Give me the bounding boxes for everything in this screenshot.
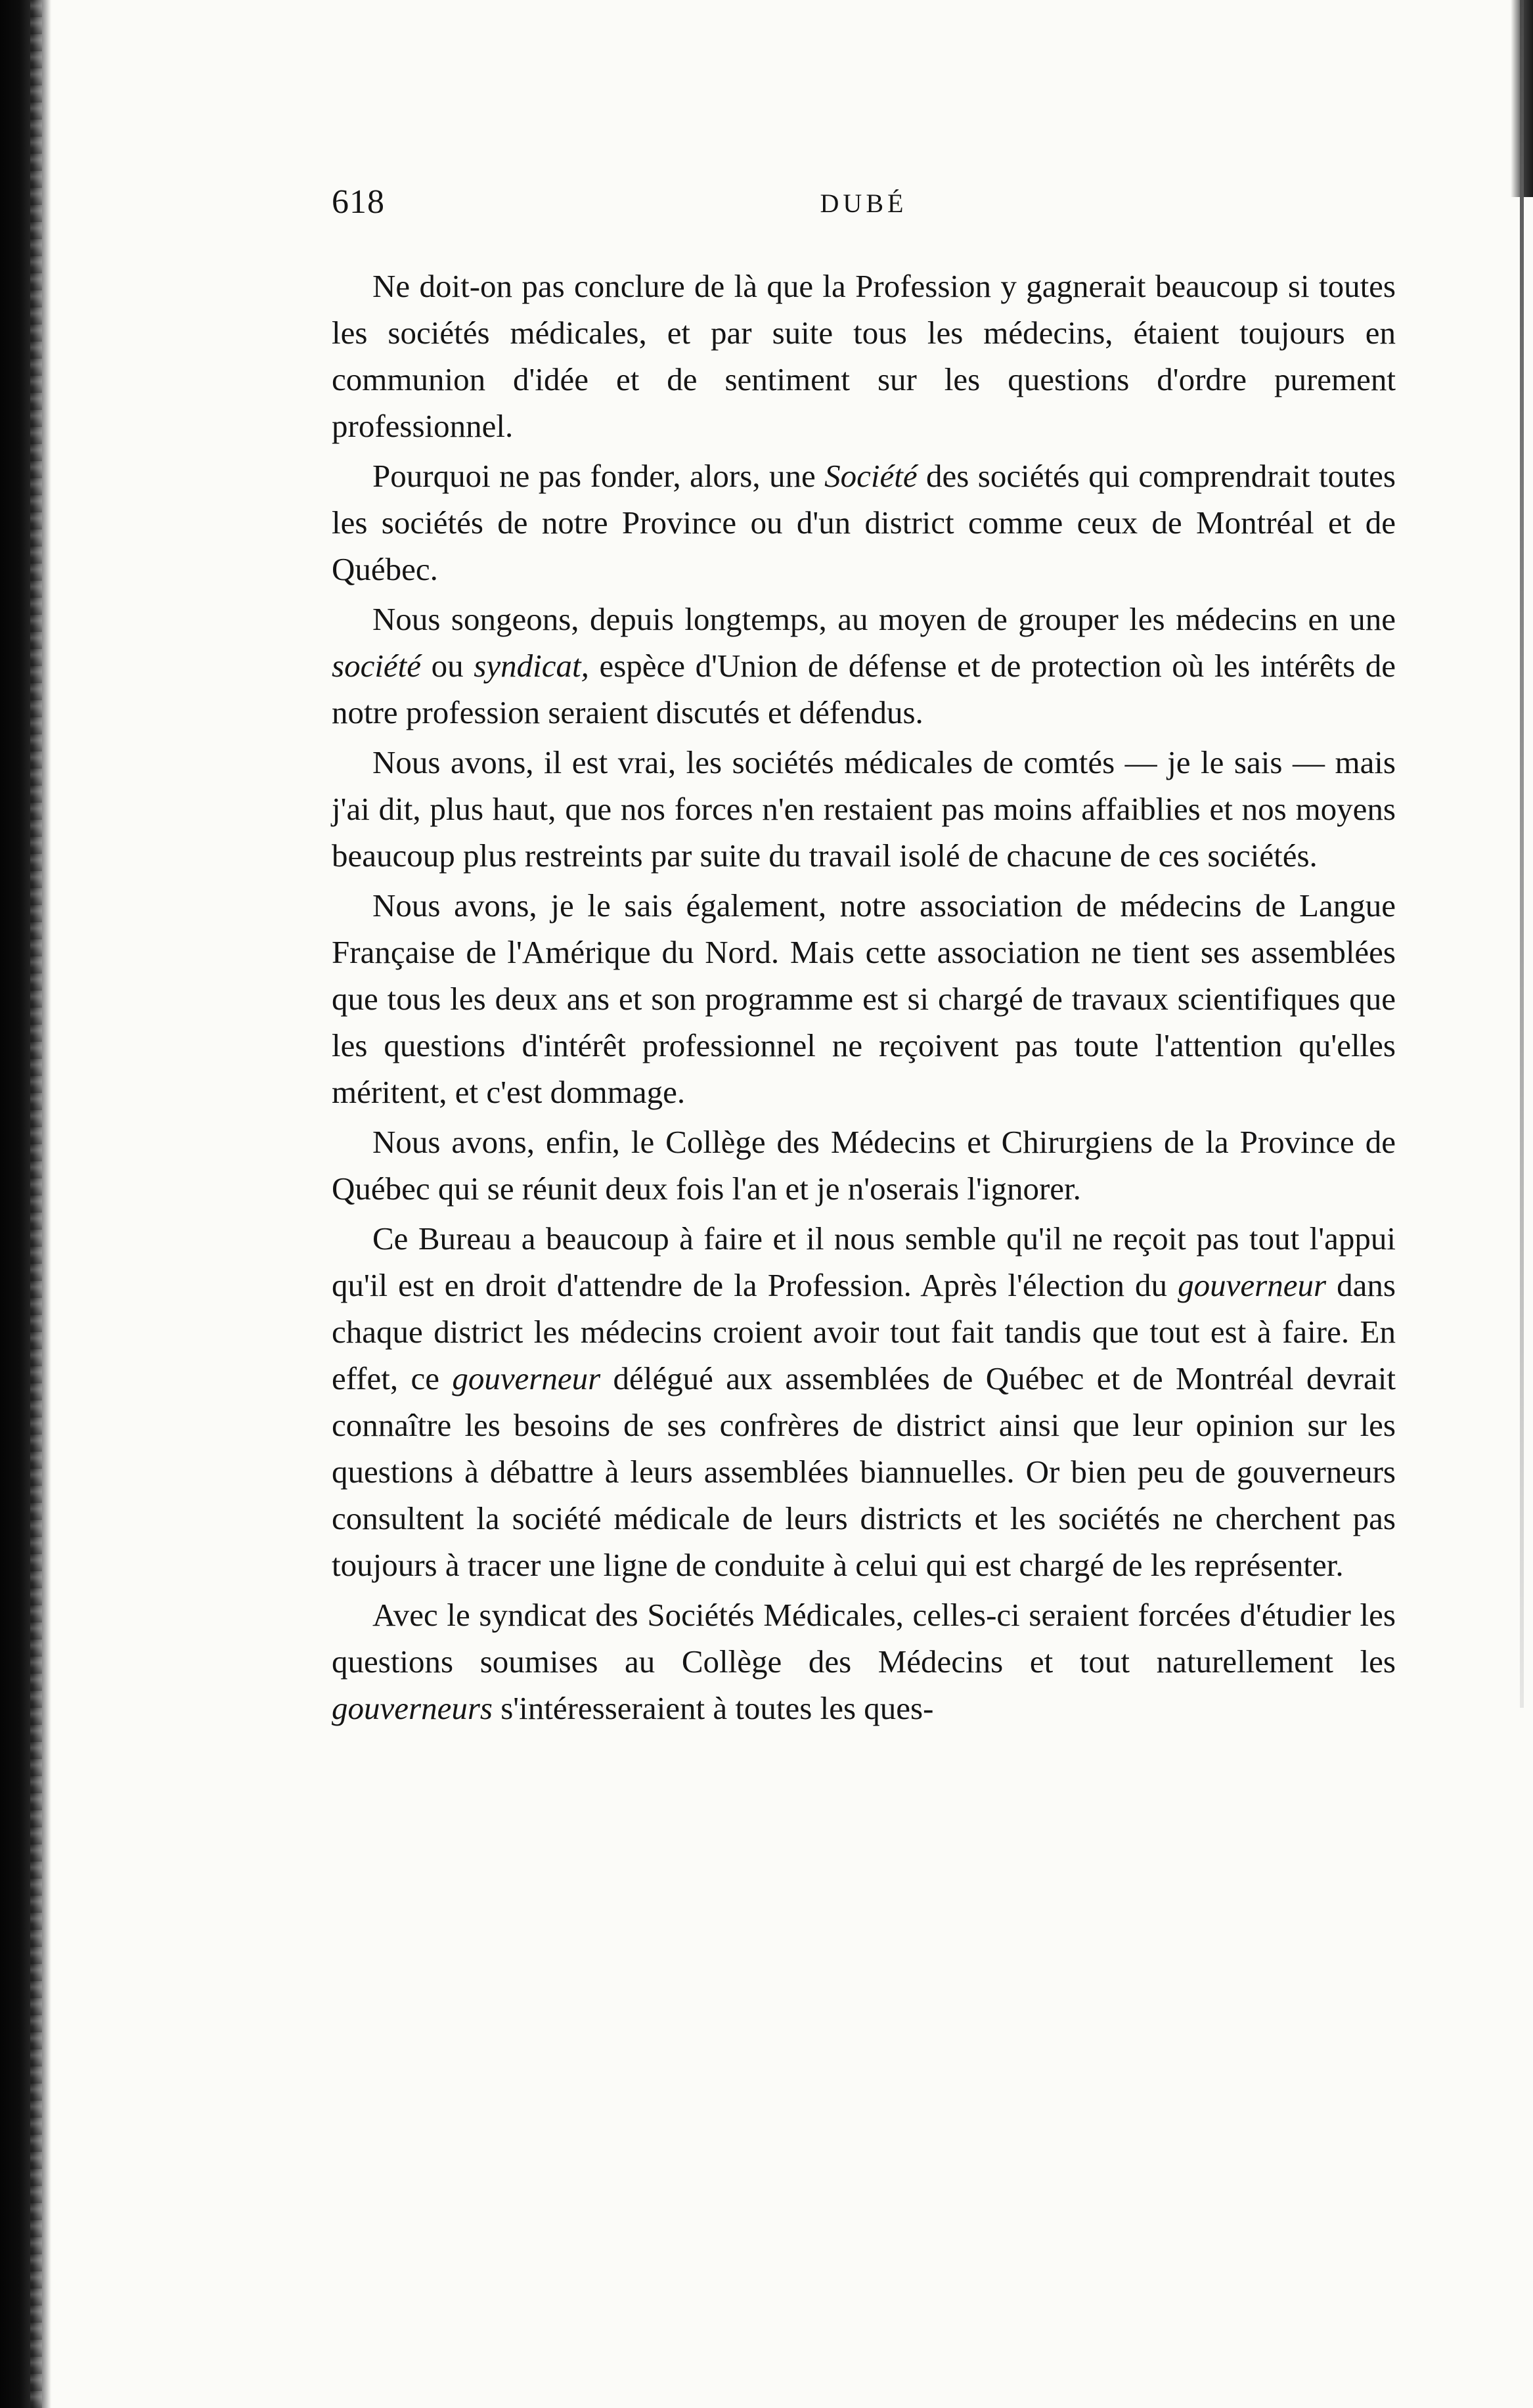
- text-run: Nous songeons, depuis longtemps, au moyen de grouper les médecins en une: [372, 601, 1396, 637]
- italic-run: gouverneur: [1178, 1267, 1327, 1303]
- paragraph: [332, 596, 1396, 736]
- paragraph: [332, 453, 1396, 592]
- text-run: Nous avons, il est vrai, les sociétés médicales de comtés — je le sais — mais j'ai dit, plus haut, que nos forces n'en restaient pas moins affaiblies et nos moyens beaucoup plus restreints par suite du travail isolé de chacune de ces sociétés.: [332, 744, 1396, 874]
- text-run: Ce Bureau a beaucoup à faire et il nous semble qu'il ne reçoit pas tout l'appui qu'il est en droit d'attendre de la Profession. Après l'élection du: [332, 1220, 1396, 1303]
- text-run: des sociétés qui comprendrait toutes les sociétés de notre Province ou d'un district comme ceux de Montréal et de Québec.: [332, 458, 1396, 587]
- text-run: Nous avons, je le sais également, notre association de médecins de Langue Française de l'Amérique du Nord. Mais cette association ne tient ses assemblées que tous les deux ans et son programme est si chargé de travaux scientifiques que les questions d'intérêt professionnel ne reçoivent pas toute l'attention qu'elles méritent, et c'est dommage.: [332, 887, 1396, 1110]
- text-run: Nous avons, enfin, le Collège des Médecins et Chirurgiens de la Province de Québec qui se réunit deux fois l'an et je n'oserais l'ignorer.: [332, 1124, 1396, 1207]
- text-run: Pourquoi ne pas fonder, alors, une: [372, 458, 825, 494]
- text-run: Ne doit-on pas conclure de là que la Profession y gagnerait beaucoup si toutes les sociétés médicales, et par suite tous les médecins, étaient toujours en communion d'idée et de sentiment sur les questions d'ordre purement professionnel.: [332, 268, 1396, 444]
- binding-edge-shadow: [0, 0, 51, 2408]
- italic-run: syndicat,: [474, 648, 589, 684]
- paragraph: [332, 263, 1396, 449]
- paragraph: [332, 1119, 1396, 1212]
- text-run: délégué aux assemblées de Québec et de Montréal devrait connaître les besoins de ses confrères de district ainsi que leur opinion sur les questions à débattre à leurs assemblées biannuelles. Or bien peu de gouverneurs consultent la société médicale de leurs districts et les sociétés ne cherchent pas toujours à tracer une ligne de conduite à celui qui est chargé de les représenter.: [332, 1360, 1396, 1583]
- page-header: [332, 183, 1396, 229]
- italic-run: gouverneurs: [332, 1690, 493, 1726]
- italic-run: société: [332, 648, 422, 684]
- text-run: dans chaque district les médecins croient avoir tout fait tandis que tout est à faire. En effet, ce: [332, 1267, 1396, 1396]
- text-run: espèce d'Union de défense et de protection où les intérêts de notre profession seraient discutés et défendus.: [332, 648, 1396, 730]
- text-run: Avec le syndicat des Sociétés Médicales, celles-ci seraient forcées d'étudier les questions soumises au Collège des Médecins et tout naturellement les: [332, 1597, 1396, 1680]
- body-text: [332, 263, 1396, 1731]
- page-number: 618: [332, 183, 385, 221]
- italic-run: gouverneur: [452, 1360, 601, 1396]
- running-head: DUBÉ: [820, 189, 908, 218]
- paragraph: [332, 739, 1396, 879]
- italic-run: Société: [824, 458, 918, 494]
- text-run: s'intéresseraient à toutes les ques-: [492, 1690, 934, 1726]
- paragraph: [332, 1592, 1396, 1731]
- paragraph: [332, 1215, 1396, 1588]
- paragraph: [332, 882, 1396, 1115]
- page-edge-line: [1520, 0, 1524, 1708]
- text-run: ou: [421, 648, 474, 684]
